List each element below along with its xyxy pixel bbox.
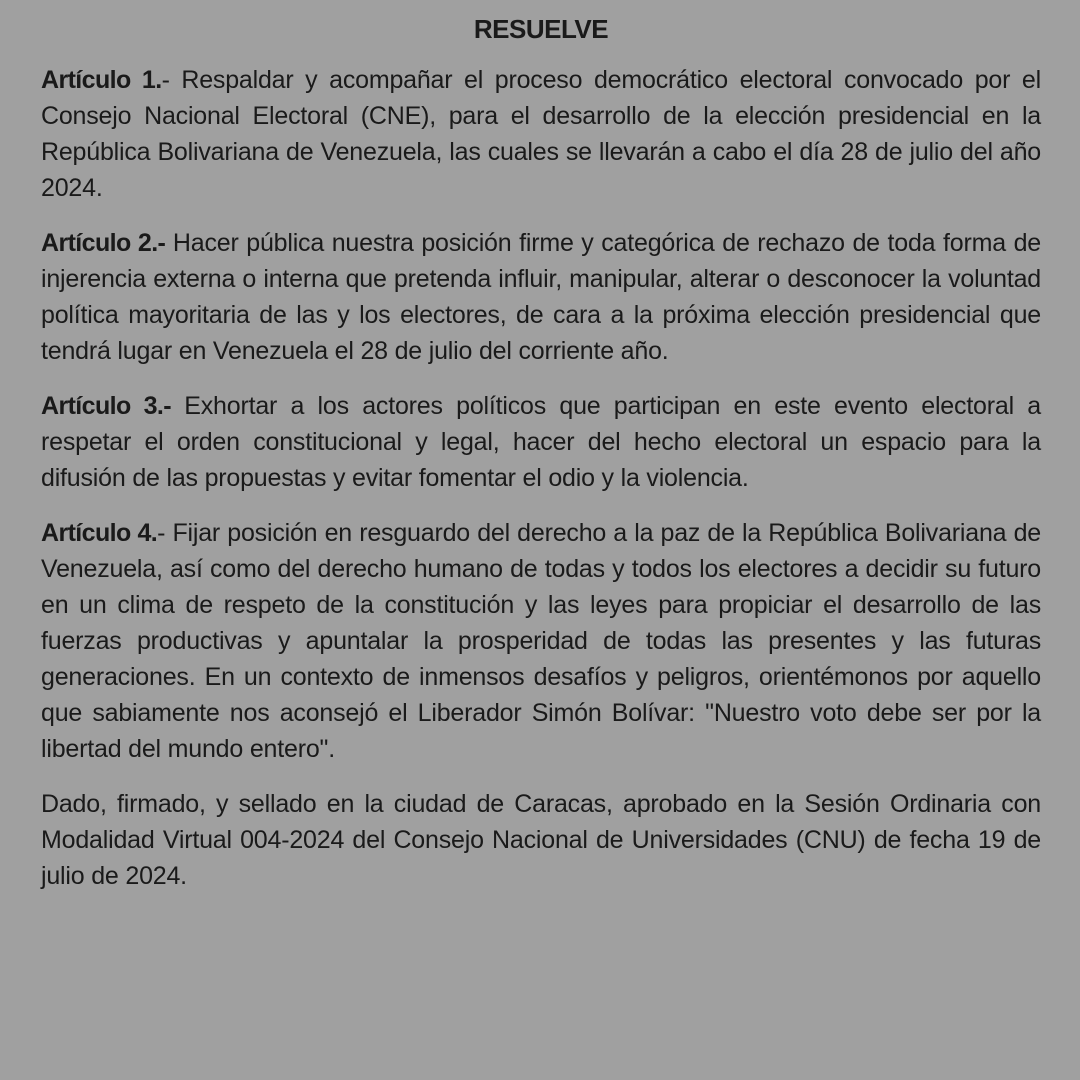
document-page [41, 12, 1041, 913]
article-4-label: Artículo 4. [41, 519, 158, 547]
article-1-label: Artículo 1. [41, 66, 162, 94]
closing-paragraph: Dado, firmado, y sellado en la ciudad de Caracas, aprobado en la Sesión Ordinaria con Modalidad Virtual 004-2024 del Consejo Nacional de Universidades (CNU) de fecha 19 de julio de 2024. [41, 790, 1041, 890]
article-3 [41, 388, 1041, 496]
article-2-text: Hacer pública nuestra posición firme y categórica de rechazo de toda forma de injerencia externa o interna que pretenda influir, manipular, alterar o desconocer la voluntad política mayoritaria de las y los electores, de cara a la próxima elección presidencial que tendrá lugar en Venezuela el 28 de julio del corriente año. [41, 229, 1041, 365]
article-4-text: - Fijar posición en resguardo del derecho a la paz de la República Bolivariana de Venezuela, así como del derecho humano de todas y todos los electores a decidir su futuro en un clima de respeto de la constitución y las leyes para propiciar el desarrollo de las fuerzas productivas y apuntalar la prosperidad de todas las presentes y las futuras generaciones. En un contexto de inmensos desafíos y peligros, orientémonos por aquello que sabiamente nos aconsejó el Liberador Simón Bolívar: "Nuestro voto debe ser por la libertad del mundo entero". [41, 519, 1041, 763]
article-2-label: Artículo 2.- [41, 229, 166, 257]
document-heading: RESUELVE [473, 14, 609, 44]
article-3-text: Exhortar a los actores políticos que participan en este evento electoral a respetar el orden constitucional y legal, hacer del hecho electoral un espacio para la difusión de las propuestas y evitar fomentar el odio y la violencia. [41, 392, 1041, 492]
article-4 [41, 515, 1041, 767]
article-1-text: - Respaldar y acompañar el proceso democrático electoral convocado por el Consejo Nacional Electoral (CNE), para el desarrollo de la elección presidencial en la República Bolivariana de Venezuela, las cuales se llevarán a cabo el día 28 de julio del año 2024. [41, 66, 1041, 202]
article-2 [41, 225, 1041, 369]
article-3-label: Artículo 3.- [41, 392, 171, 420]
article-1 [41, 62, 1041, 206]
